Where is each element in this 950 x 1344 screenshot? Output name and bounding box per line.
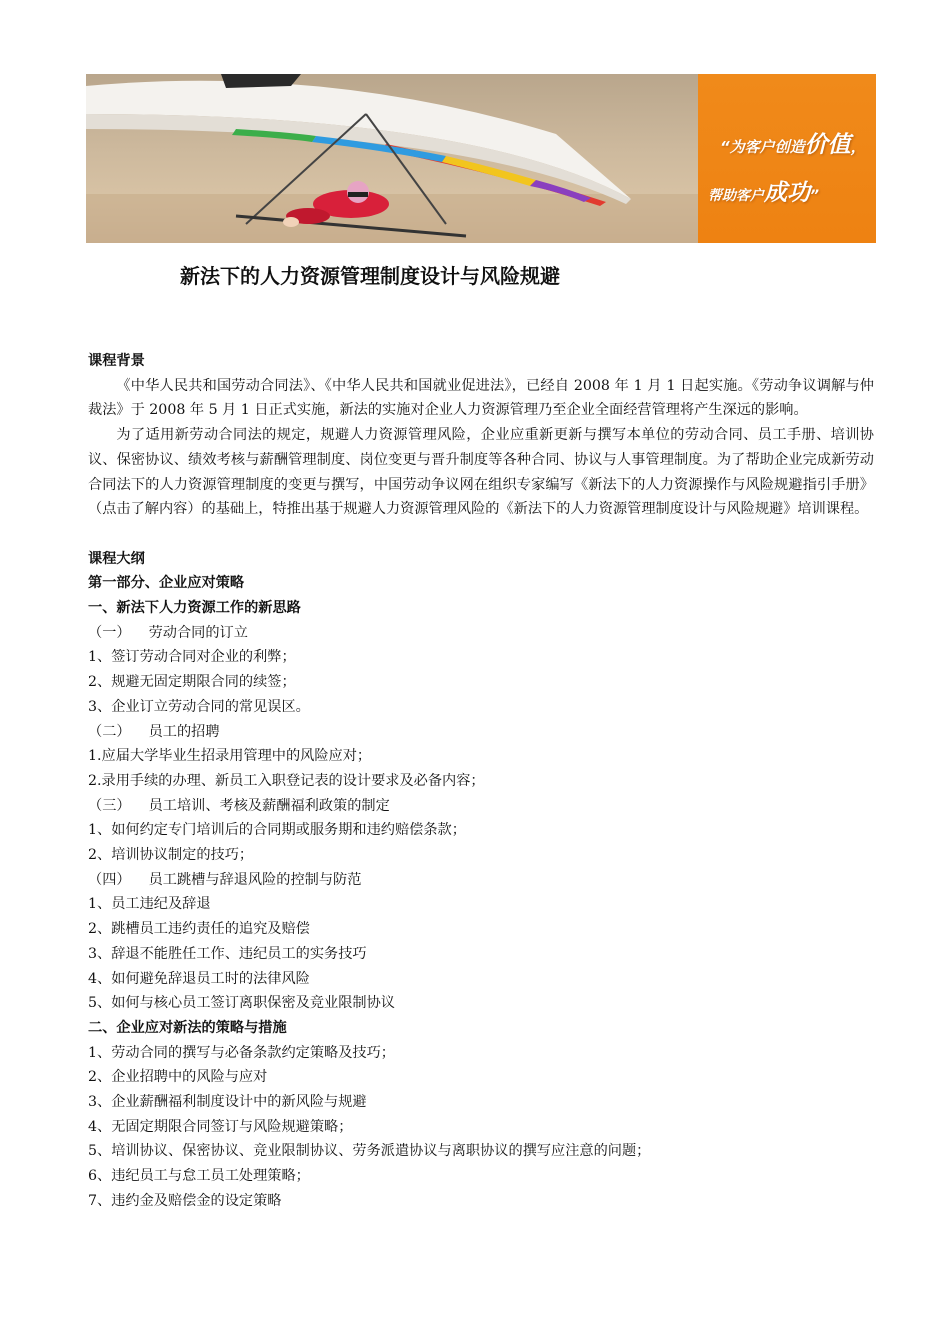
- header-banner: [86, 74, 876, 243]
- list-item: 2、企业招聘中的风险与应对: [88, 1069, 268, 1086]
- list-item: 4、无固定期限合同签订与风险规避策略；: [88, 1118, 353, 1135]
- list-item: 4、如何避免辞退员工时的法律风险: [88, 970, 310, 987]
- spacer: [88, 522, 874, 547]
- section-heading-1: 一、新法下人力资源工作的新思路: [88, 600, 301, 617]
- subsection-heading-2: （二） 员工的招聘: [88, 723, 220, 740]
- document-title: 新法下的人力资源管理制度设计与风险规避: [180, 264, 560, 288]
- list-item: 5、培训协议、保密协议、竞业限制协议、劳务派遣协议与离职协议的撰写应注意的问题；: [88, 1143, 651, 1160]
- list-item: 1、签订劳动合同对企业的利弊；: [88, 649, 296, 666]
- section-heading-2: 二、企业应对新法的策略与措施: [88, 1019, 287, 1036]
- list-item: 7、违约金及赔偿金的设定策略: [88, 1192, 282, 1209]
- list-item: 1、劳动合同的撰写与必备条款约定策略及技巧；: [88, 1044, 395, 1061]
- background-heading: 课程背景: [88, 353, 145, 369]
- list-item: 3、辞退不能胜任工作、违纪员工的实务技巧: [88, 945, 367, 962]
- part-heading: 第一部分、企业应对策略: [88, 575, 245, 592]
- outline-heading: 课程大纲: [88, 550, 145, 567]
- background-paragraph-1: 《中华人民共和国劳动合同法》、《中华人民共和国就业促进法》，已经自 2008 年 1 月 1 日起实施。《劳动争议调解与仲裁法》于 2008 年 5 月 1 日正式实施，新法的实施对企业人力资源管理乃至企业全面经营管理将产生深远的影响。: [88, 377, 874, 419]
- list-item: 6、违纪员工与怠工员工处理策略；: [88, 1168, 310, 1185]
- list-item: 2、培训协议制定的技巧；: [88, 847, 254, 864]
- list-item: 1、员工违纪及辞退: [88, 896, 211, 913]
- list-item: 2、规避无固定期限合同的续签；: [88, 674, 296, 691]
- subsection-heading-1: （一） 劳动合同的订立: [88, 624, 248, 641]
- slogan-line-1: “为客户创造价值，: [720, 132, 866, 158]
- list-item: 3、企业订立劳动合同的常见误区。: [88, 698, 310, 715]
- list-item: 2.录用手续的办理、新员工入职登记表的设计要求及必备内容；: [88, 772, 485, 789]
- slogan-panel: [698, 74, 876, 243]
- hang-glider-illustration: [86, 74, 698, 243]
- subsection-heading-3: （三） 员工培训、考核及薪酬福利政策的制定: [88, 797, 390, 814]
- list-item: 2、跳槽员工违约责任的追究及赔偿: [88, 921, 310, 938]
- hang-glider-photo: [86, 74, 698, 243]
- subsection-heading-4: （四） 员工跳槽与辞退风险的控制与防范: [88, 871, 362, 888]
- background-paragraph-2: 为了适用新劳动合同法的规定，规避人力资源管理风险，企业应重新更新与撰写本单位的劳动合同、员工手册、培训协议、保密协议、绩效考核与薪酬管理制度、岗位变更与晋升制度等各种合同、协议与人事管理制度。为了帮助企业完成新劳动合同法下的人力资源管理制度的变更与撰写，中国劳动争议网在组织专家编写《新法下的人力资源操作与风险规避指引手册》（点击了解内容）的基础上，特推出基于规避人力资源管理风险的《新法下的人力资源管理制度设计与风险规避》培训课程。: [88, 427, 874, 518]
- list-item: 1、如何约定专门培训后的合同期或服务期和违约赔偿条款；: [88, 822, 466, 839]
- list-item: 1.应届大学毕业生招录用管理中的风险应对；: [88, 748, 372, 765]
- slogan-line-2: 帮助客户成功”: [708, 180, 820, 206]
- list-item: 5、如何与核心员工签订离职保密及竞业限制协议: [88, 995, 395, 1012]
- list-item: 3、企业薪酬福利制度设计中的新风险与规避: [88, 1094, 367, 1111]
- document-body: [88, 349, 874, 1214]
